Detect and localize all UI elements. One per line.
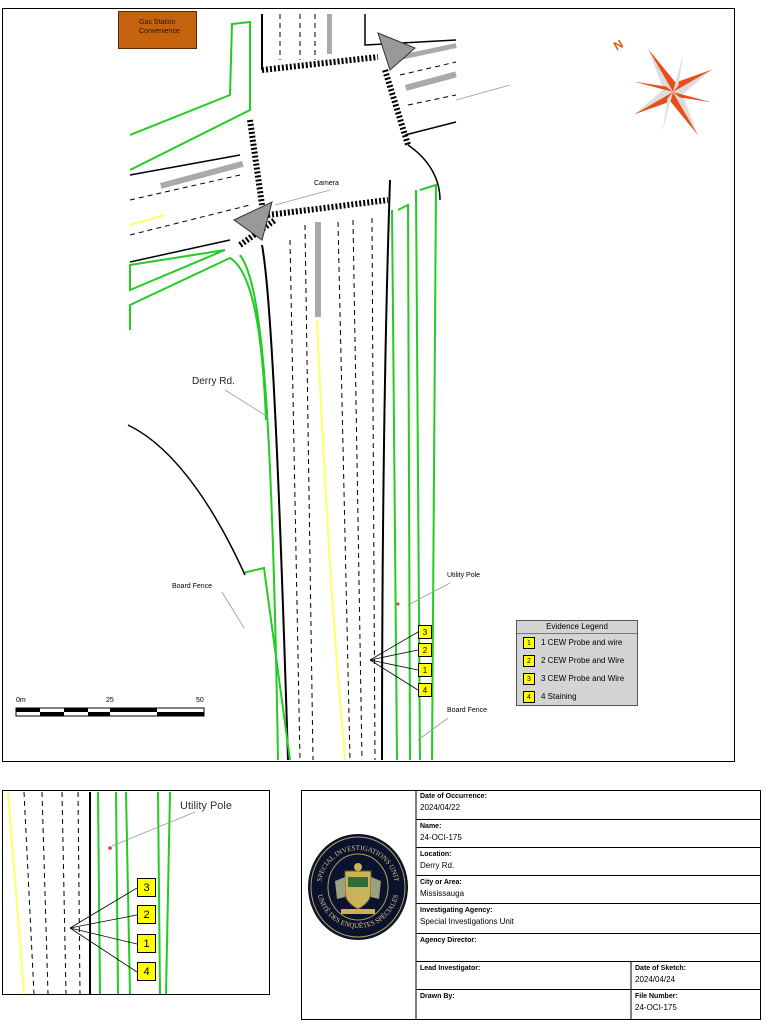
inset-evidence-marker-4: 4 bbox=[137, 962, 156, 981]
director-row: Agency Director: bbox=[416, 934, 761, 962]
name-row: Name: 24-OCI-175 bbox=[416, 820, 761, 848]
lead-investigator-row: Lead Investigator: bbox=[416, 962, 631, 990]
inset-evidence-marker-3: 3 bbox=[137, 878, 156, 897]
city-row: City or Area: Mississauga bbox=[416, 876, 761, 904]
evidence-marker-4: 4 bbox=[418, 683, 432, 697]
sketch-date-row: Date of Sketch: 2024/04/24 bbox=[631, 962, 761, 990]
location-row: Location: Derry Rd. bbox=[416, 848, 761, 876]
name-value: 24-OCI-175 bbox=[420, 833, 462, 842]
occurrence-date-value: 2024/04/22 bbox=[420, 803, 461, 812]
board-fence-left-label: Board Fence bbox=[172, 583, 213, 590]
svg-text:UNITÉ DES ENQUÊTES SPÉCIALES: UNITÉ DES ENQUÊTES SPÉCIALES bbox=[315, 893, 401, 931]
city-value: Mississauga bbox=[420, 889, 465, 898]
inset-detail-frame bbox=[2, 790, 270, 995]
utility-pole-label: Utility Pole bbox=[447, 572, 481, 579]
file-number-row: File Number: 24-OCI-175 bbox=[631, 990, 761, 1020]
north-label: N bbox=[611, 36, 626, 54]
evidence-marker-3: 3 bbox=[418, 625, 432, 639]
agency-value: Special Investigations Unit bbox=[420, 917, 514, 926]
occurrence-date-row: Date of Occurrence: 2024/04/22 bbox=[416, 790, 761, 820]
siu-logo-icon bbox=[307, 833, 409, 941]
scale-tick-50: 50 bbox=[196, 697, 204, 704]
utility-pole-inset-label: Utility Pole bbox=[180, 800, 232, 812]
legend-item: 3 3 CEW Probe and Wire bbox=[517, 670, 637, 688]
location-value: Derry Rd. bbox=[420, 861, 455, 870]
compass-rose-icon bbox=[609, 26, 737, 158]
drawn-by-row: Drawn By: bbox=[420, 993, 455, 1000]
director-value bbox=[416, 944, 761, 947]
camera-label: Camera bbox=[314, 180, 339, 187]
evidence-legend bbox=[516, 620, 638, 706]
evidence-marker-2: 2 bbox=[418, 643, 432, 657]
board-fence-right-label: Board Fence bbox=[447, 707, 488, 714]
scale-tick-25: 25 bbox=[106, 697, 114, 704]
inset-evidence-marker-2: 2 bbox=[137, 905, 156, 924]
evidence-marker-1: 1 bbox=[418, 663, 432, 677]
agency-row: Investigating Agency: Special Investigations Unit bbox=[416, 904, 761, 934]
legend-item: 2 2 CEW Probe and Wire bbox=[517, 652, 637, 670]
inset-evidence-marker-1: 1 bbox=[137, 934, 156, 953]
legend-item: 1 1 CEW Probe and wire bbox=[517, 634, 637, 652]
sketch-date-value: 2024/04/24 bbox=[635, 975, 676, 984]
svg-text:SPECIAL INVESTIGATIONS UNIT: SPECIAL INVESTIGATIONS UNIT bbox=[315, 843, 401, 883]
legend-item: 4 4 Staining bbox=[517, 688, 637, 706]
file-number-value: 24-OCI-175 bbox=[635, 1003, 677, 1012]
legend-title: Evidence Legend bbox=[517, 621, 637, 634]
gas-station-box: Gas Station Convenience bbox=[118, 11, 197, 49]
derry-rd-label: Derry Rd. bbox=[192, 376, 235, 387]
scale-tick-0: 0m bbox=[16, 697, 26, 704]
